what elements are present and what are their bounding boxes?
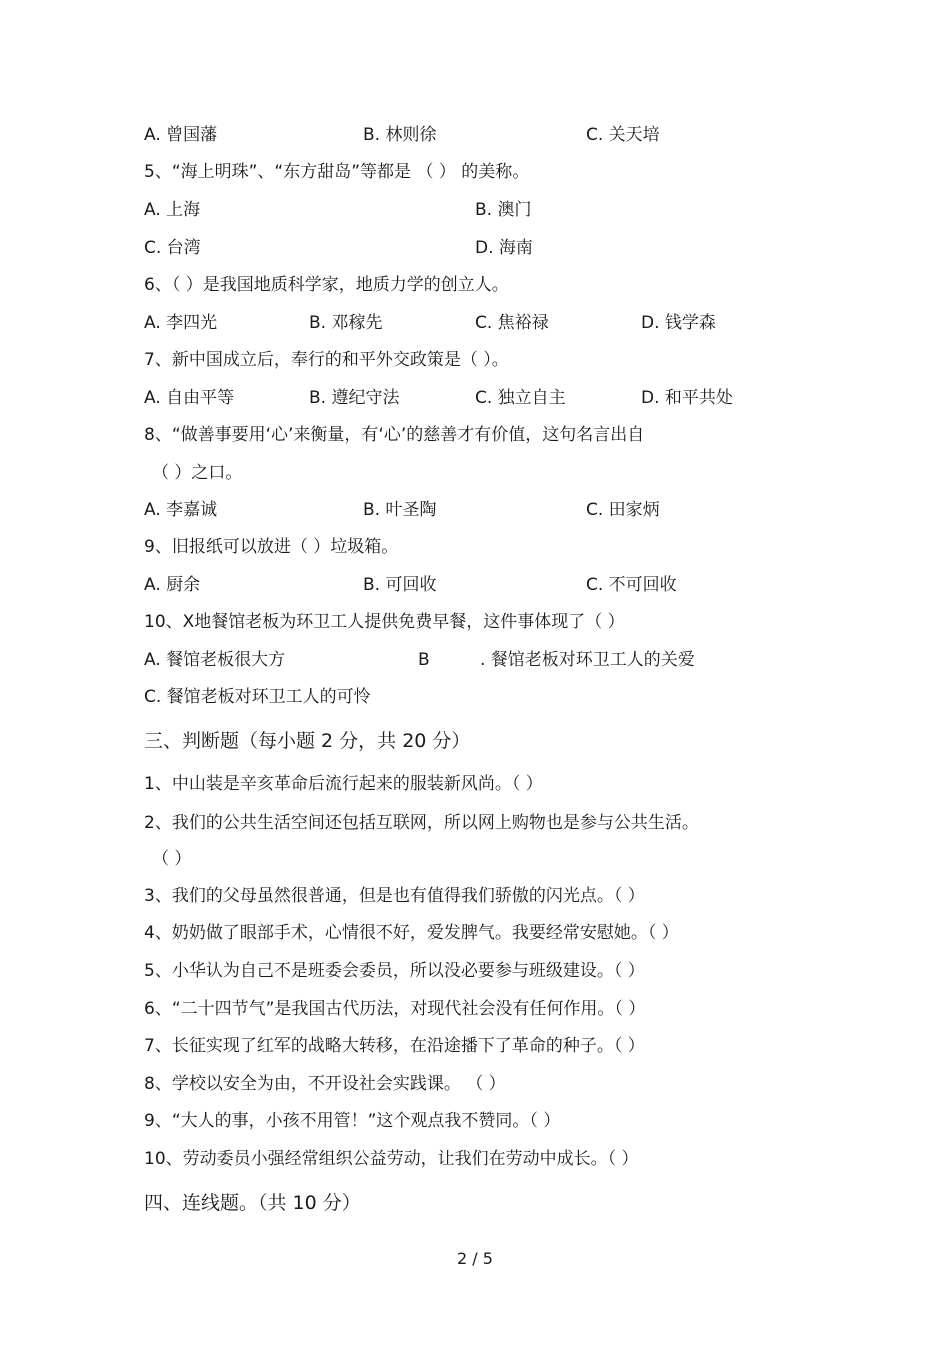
q9-option-c: C. 不可回收 xyxy=(586,575,677,595)
q7-option-b: B. 遵纪守法 xyxy=(309,388,400,408)
q4-option-b: B. 林则徐 xyxy=(363,125,437,145)
q8-option-a: A. 李嘉诚 xyxy=(144,500,218,520)
q10-option-b-letter: B xyxy=(418,650,430,670)
q10-option-c: C. 餐馆老板对环卫工人的可怜 xyxy=(144,687,371,707)
judge-item-2: 2、我们的公共生活空间还包括互联网，所以网上购物也是参与公共生活。 xyxy=(144,813,699,833)
q6-option-a: A. 李四光 xyxy=(144,313,218,333)
judge-item-7: 7、长征实现了红军的战略大转移，在沿途播下了革命的种子。（ ） xyxy=(144,1036,645,1056)
q10-option-b-text: . 餐馆老板对环卫工人的关爱 xyxy=(480,650,695,670)
judge-item-9: 9、“大人的事，小孩不用管！”这个观点我不赞同。（ ） xyxy=(144,1111,561,1131)
judge-item-1: 1、中山装是辛亥革命后流行起来的服装新风尚。（ ） xyxy=(144,774,543,794)
q8-option-b: B. 叶圣陶 xyxy=(363,500,437,520)
judge-item-6: 6、“二十四节气”是我国古代历法，对现代社会没有任何作用。（ ） xyxy=(144,999,646,1019)
q7-option-d: D. 和平共处 xyxy=(641,388,733,408)
q7-option-a: A. 自由平等 xyxy=(144,388,235,408)
q6-stem: 6、（ ）是我国地质科学家，地质力学的创立人。 xyxy=(144,275,509,295)
q4-option-c: C. 关天培 xyxy=(586,125,660,145)
q8-stem-continued: （ ）之口。 xyxy=(152,463,243,483)
q9-option-a: A. 厨余 xyxy=(144,575,201,595)
q5-option-c: C. 台湾 xyxy=(144,238,201,258)
judge-item-10: 10、劳动委员小强经常组织公益劳动，让我们在劳动中成长。（ ） xyxy=(144,1149,639,1169)
q8-stem: 8、“做善事要用‘心’来衡量，有‘心’的慈善才有价值，这句名言出自 xyxy=(144,425,645,445)
judge-item-3: 3、我们的父母虽然很普通，但是也有值得我们骄傲的闪光点。（ ） xyxy=(144,886,645,906)
judge-item-4: 4、奶奶做了眼部手术，心情很不好，爱发脾气。我要经常安慰她。（ ） xyxy=(144,923,679,943)
q4-option-a: A. 曾国藩 xyxy=(144,125,218,145)
judge-item-5: 5、小华认为自己不是班委会委员，所以没必要参与班级建设。（ ） xyxy=(144,961,645,981)
q6-option-c: C. 焦裕禄 xyxy=(475,313,549,333)
q7-stem: 7、新中国成立后，奉行的和平外交政策是（ ）。 xyxy=(144,350,509,370)
q10-stem: 10、X地餐馆老板为环卫工人提供免费早餐，这件事体现了（ ） xyxy=(144,612,625,632)
q6-option-b: B. 邓稼先 xyxy=(309,313,383,333)
q7-option-c: C. 独立自主 xyxy=(475,388,566,408)
q5-stem: 5、“海上明珠”、“东方甜岛”等都是 （ ） 的美称。 xyxy=(144,162,530,182)
q6-option-d: D. 钱学森 xyxy=(641,313,716,333)
section3-title: 三、判断题（每小题 2 分，共 20 分） xyxy=(144,730,471,752)
q9-stem: 9、旧报纸可以放进（ ）垃圾箱。 xyxy=(144,537,399,557)
judge-item-2-blank: （ ） xyxy=(152,849,192,869)
judge-item-8: 8、学校以安全为由，不开设社会实践课。 （ ） xyxy=(144,1074,506,1094)
q5-option-d: D. 海南 xyxy=(475,238,533,258)
q9-option-b: B. 可回收 xyxy=(363,575,437,595)
page-number: 2 / 5 xyxy=(457,1249,493,1268)
section4-title: 四、连线题。（共 10 分） xyxy=(144,1192,361,1214)
q8-option-c: C. 田家炳 xyxy=(586,500,660,520)
q5-option-b: B. 澳门 xyxy=(475,200,532,220)
q10-option-a: A. 餐馆老板很大方 xyxy=(144,650,286,670)
q5-option-a: A. 上海 xyxy=(144,200,201,220)
